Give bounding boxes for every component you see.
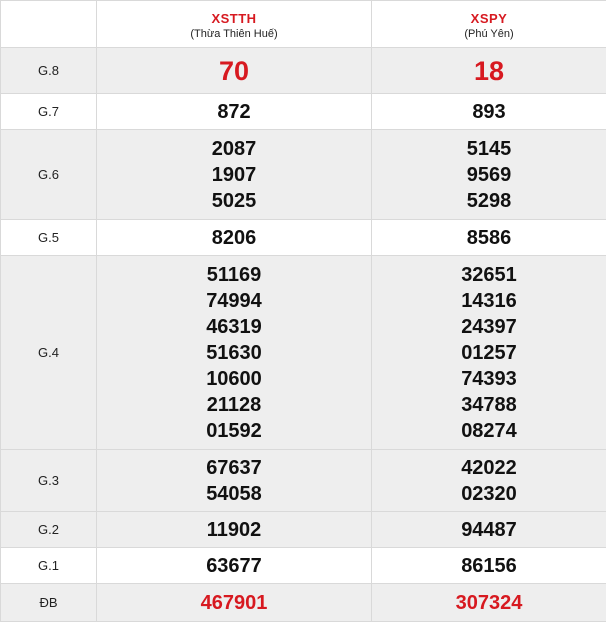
prize-number: 32651	[461, 263, 517, 286]
prize-label: G.1	[1, 548, 97, 584]
prize-row-g7	[1, 94, 606, 130]
prize-cell-province-2	[372, 130, 606, 220]
prize-number: 02320	[461, 482, 517, 505]
prize-row-g4	[1, 256, 606, 450]
prize-row-g3	[1, 450, 606, 512]
prize-number: 67637	[206, 456, 262, 479]
header-province-2	[372, 1, 606, 48]
prize-number: 5025	[211, 189, 257, 212]
prize-number: 9569	[466, 163, 512, 186]
prize-number: 51169	[206, 263, 262, 286]
prize-number: 94487	[461, 518, 517, 541]
prize-label: G.7	[1, 94, 97, 130]
prize-cell-province-1	[97, 130, 372, 220]
prize-number: 34788	[461, 393, 517, 416]
prize-row-g8	[1, 48, 606, 94]
prize-cell-province-2	[372, 584, 606, 622]
prize-number: 8206	[211, 226, 257, 249]
prize-number: 24397	[461, 315, 517, 338]
prize-number: 86156	[461, 554, 517, 577]
prize-number: 5298	[466, 189, 512, 212]
prize-cell-province-2	[372, 94, 606, 130]
prize-cell-province-1	[97, 94, 372, 130]
prize-cell-province-1	[97, 548, 372, 584]
prize-row-g2	[1, 512, 606, 548]
prize-number: 8586	[466, 226, 512, 249]
prize-cell-province-2	[372, 548, 606, 584]
prize-number: 21128	[206, 393, 262, 416]
prize-label: G.5	[1, 220, 97, 256]
prize-number: 10600	[206, 367, 262, 390]
prize-number: 893	[472, 100, 506, 123]
prize-cell-province-1	[97, 584, 372, 622]
header-empty-cell	[1, 1, 97, 48]
prize-row-b	[1, 584, 606, 622]
prize-number: 63677	[206, 554, 262, 577]
province-1-code-link[interactable]: XSTTH	[211, 11, 257, 26]
prize-number: 42022	[461, 456, 517, 479]
prize-number: 54058	[206, 482, 262, 505]
prize-cell-province-1	[97, 512, 372, 548]
prize-number: 46319	[206, 315, 262, 338]
prize-number: 74393	[461, 367, 517, 390]
prize-label: G.2	[1, 512, 97, 548]
prize-label: G.8	[1, 48, 97, 94]
prize-number: 01257	[461, 341, 517, 364]
prize-number: 872	[217, 100, 251, 123]
prize-label: G.3	[1, 450, 97, 512]
prize-number: 2087	[211, 137, 257, 160]
prize-number: 51630	[206, 341, 262, 364]
prize-cell-province-2	[372, 48, 606, 94]
prize-cell-province-2	[372, 512, 606, 548]
prize-rows	[1, 48, 606, 622]
prize-cell-province-1	[97, 48, 372, 94]
province-2-name: (Phú Yên)	[464, 28, 514, 40]
prize-label: ĐB	[1, 584, 97, 622]
prize-cell-province-1	[97, 450, 372, 512]
prize-cell-province-2	[372, 220, 606, 256]
header-province-1	[97, 1, 372, 48]
prize-cell-province-1	[97, 220, 372, 256]
prize-cell-province-2	[372, 450, 606, 512]
prize-number: 1907	[211, 163, 257, 186]
prize-cell-province-1	[97, 256, 372, 450]
prize-number: 01592	[206, 419, 262, 442]
province-1-name: (Thừa Thiên Huế)	[190, 28, 278, 40]
province-2-code-link[interactable]: XSPY	[470, 11, 508, 26]
prize-cell-province-2	[372, 256, 606, 450]
prize-number: 307324	[455, 591, 523, 614]
prize-number: 08274	[461, 419, 517, 442]
prize-row-g6	[1, 130, 606, 220]
header-row	[1, 1, 606, 48]
prize-label: G.4	[1, 256, 97, 450]
prize-number: 11902	[206, 518, 262, 541]
prize-row-g1	[1, 548, 606, 584]
prize-number: 14316	[461, 289, 517, 312]
prize-number: 5145	[466, 137, 512, 160]
prize-label: G.6	[1, 130, 97, 220]
prize-number: 70	[218, 55, 250, 86]
prize-number: 74994	[206, 289, 262, 312]
prize-number: 18	[473, 55, 505, 86]
prize-number: 467901	[200, 591, 268, 614]
prize-row-g5	[1, 220, 606, 256]
